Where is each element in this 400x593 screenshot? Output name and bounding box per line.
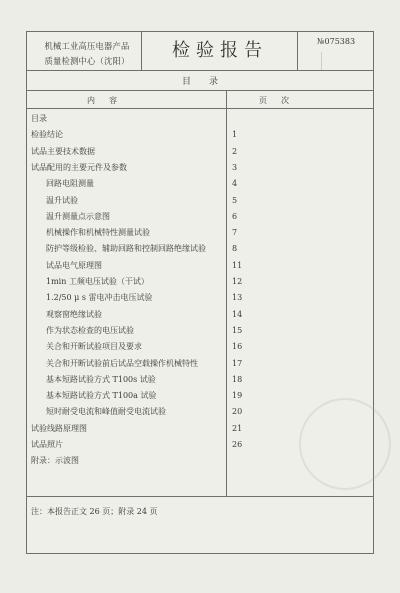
header-bottom-rule [27, 70, 373, 71]
toc-item-name: 作为状态检查的电压试验 [46, 325, 134, 335]
toc-row [27, 339, 375, 354]
column-header-page: 页次 [259, 96, 303, 105]
toc-row [27, 323, 375, 338]
toc-item-name: 1.2/50 μ s 雷电冲击电压试验 [46, 293, 153, 303]
toc-item-name: 1min 工频电压试验（干试） [46, 277, 149, 286]
toc-item-name: 试品照片 [31, 440, 63, 449]
toc-heading: 目录 [181, 77, 236, 87]
toc-item-page: 12 [232, 277, 243, 286]
toc-item-page: 5 [232, 195, 238, 205]
toc-item-page: 17 [232, 358, 243, 368]
toc-item-name: 关合和开断试验前后试品空载操作机械特性 [46, 358, 198, 368]
toc-item-page: 20 [232, 407, 243, 417]
toc-item-page: 13 [232, 293, 243, 303]
toc-item-name: 目录 [31, 114, 47, 123]
toc-row [27, 307, 375, 322]
toc-row [27, 274, 375, 289]
toc-item-page: 4 [232, 179, 238, 189]
toc-item-page: 7 [232, 228, 238, 238]
toc-item-name: 试品电气原理图 [46, 260, 102, 270]
toc-item-page: 26 [232, 440, 243, 449]
page-title: 检验报告 [172, 40, 268, 61]
toc-item-page: 18 [232, 374, 243, 384]
toc-row [27, 388, 375, 403]
toc-item-page: 11 [232, 260, 243, 270]
toc-item-page: 19 [232, 391, 243, 401]
organization-line-1: 机械工业高压电器产品 [44, 41, 130, 51]
toc-row [27, 356, 375, 371]
toc-item-name: 检验结论 [31, 130, 63, 140]
toc-item-page: 3 [232, 162, 238, 172]
toc-item-page: 14 [232, 309, 243, 319]
toc-item-name: 温升测量点示意图 [46, 211, 110, 221]
toc-row [27, 176, 375, 191]
toc-row [27, 372, 375, 387]
toc-row [27, 258, 375, 273]
report-number: №075383 [316, 37, 356, 46]
toc-item-page: 16 [232, 342, 243, 352]
toc-row [27, 127, 375, 142]
toc-item-name: 机械操作和机械特性测量试验 [46, 228, 150, 238]
toc-row [27, 144, 375, 159]
toc-row [27, 225, 375, 240]
toc-item-name: 关合和开断试验项目及要求 [46, 342, 142, 352]
note-top-rule [27, 496, 373, 497]
toc-item-name: 试品主要技术数据 [31, 146, 95, 156]
report-number-faint-divider [321, 52, 322, 70]
toc-item-name: 短时耐受电流和峰值耐受电流试验 [46, 407, 166, 417]
header-divider-left [141, 32, 142, 70]
column-header-content: 内容 [87, 96, 131, 105]
organization-name [33, 39, 141, 69]
toc-row [27, 193, 375, 208]
toc-item-name: 基本短路试验方式 T100s 试验 [46, 374, 156, 384]
report-sheet [26, 31, 374, 554]
faint-seal-mark [299, 398, 391, 490]
toc-row [27, 111, 375, 126]
column-header-rule [27, 108, 373, 109]
toc-row [27, 160, 375, 175]
toc-item-name: 防护等级检验、辅助回路和控制回路绝缘试验 [46, 244, 206, 254]
toc-row [27, 290, 375, 305]
toc-item-page: 1 [232, 130, 238, 140]
toc-item-name: 基本短路试验方式 T100a 试验 [46, 391, 157, 401]
toc-item-page: 21 [232, 423, 243, 433]
toc-item-name: 试验线路原理图 [31, 423, 87, 433]
toc-item-name: 试品配用的主要元件及参数 [31, 162, 127, 172]
organization-line-2: 质量检测中心（沈阳） [44, 56, 130, 66]
toc-item-name: 回路电阻测量 [46, 179, 94, 189]
toc-heading-rule [27, 90, 373, 91]
toc-item-name: 观察窗绝缘试验 [46, 309, 102, 319]
toc-item-page: 8 [232, 244, 238, 254]
toc-row [27, 209, 375, 224]
toc-row [27, 241, 375, 256]
toc-item-page: 15 [232, 325, 243, 335]
page-count-note: 注：本报告正文 26 页；附录 24 页 [31, 507, 158, 516]
toc-item-name: 温升试验 [46, 195, 78, 205]
toc-item-name: 附录：示波图 [31, 456, 79, 466]
toc-item-page: 2 [232, 146, 238, 156]
toc-item-page: 6 [232, 211, 238, 221]
